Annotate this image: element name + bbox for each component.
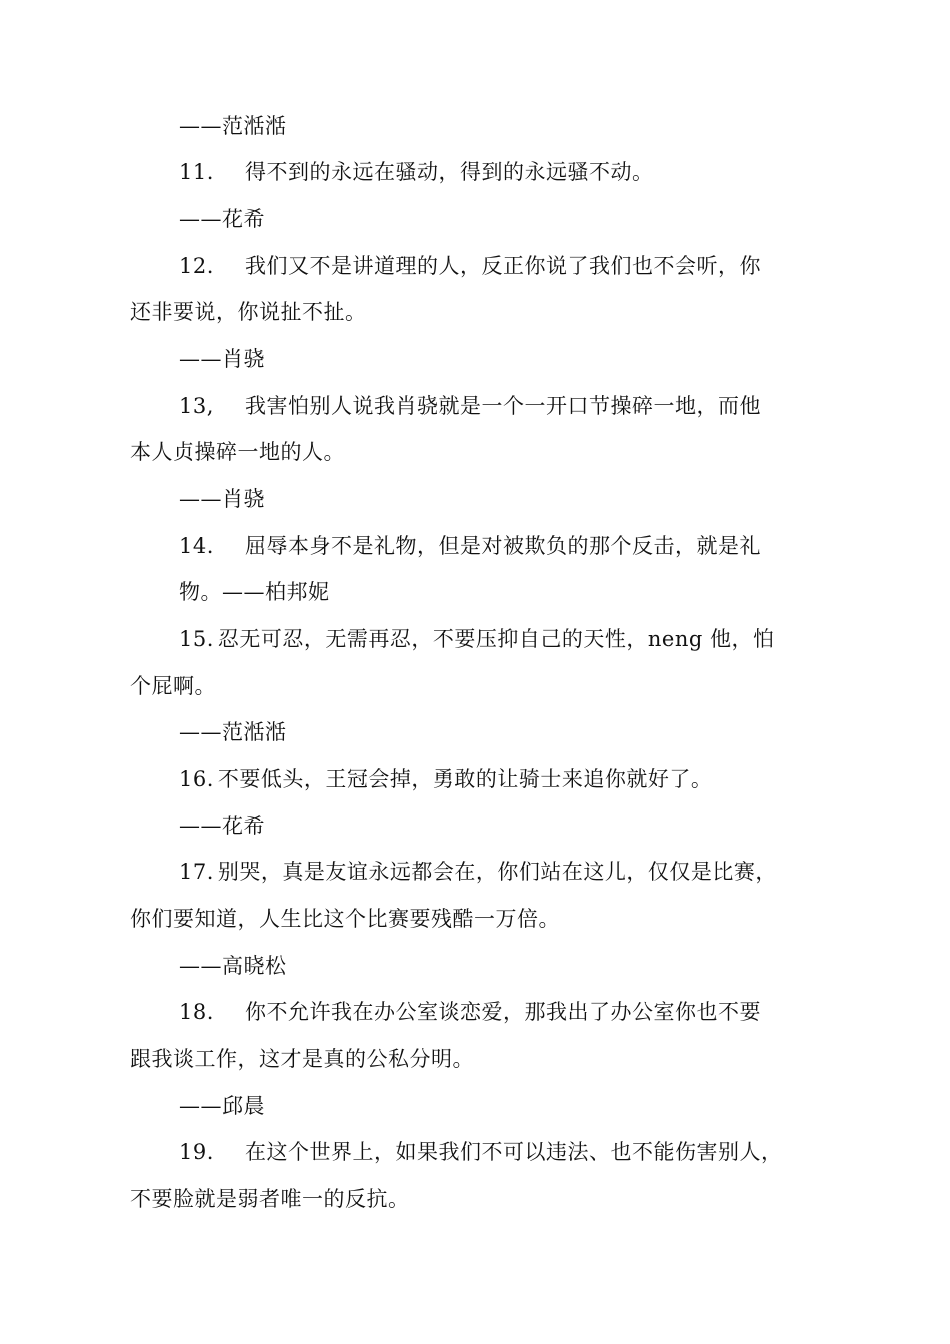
quote-item-14 xyxy=(179,531,761,561)
quote-attribution xyxy=(179,811,265,841)
quote-number: 16. xyxy=(179,767,214,791)
quote-continuation xyxy=(130,1044,474,1074)
quote-continuation xyxy=(130,671,216,701)
quote-attribution xyxy=(179,484,265,514)
quote-attribution xyxy=(179,204,265,234)
quote-item-11 xyxy=(179,157,654,187)
quote-text: 个屁啊。 xyxy=(130,674,216,698)
quote-continuation xyxy=(130,1184,410,1214)
attribution-text: ——范湉湉 xyxy=(179,114,287,138)
quote-continuation xyxy=(130,904,560,934)
attribution-text: ——邱晨 xyxy=(179,1094,265,1118)
quote-text: 我害怕别人说我肖骁就是一个一开口节操碎一地，而他 xyxy=(245,394,761,418)
quote-item-13 xyxy=(179,391,761,421)
quote-text: 不要脸就是弱者唯一的反抗。 xyxy=(130,1187,410,1211)
quote-text: 不要低头，王冠会掉，勇敢的让骑士来追你就好了。 xyxy=(217,767,713,791)
quote-item-15 xyxy=(179,624,775,654)
quote-text: 跟我谈工作，这才是真的公私分明。 xyxy=(130,1047,474,1071)
quote-number: 15. xyxy=(179,627,214,651)
quote-item-12 xyxy=(179,251,761,281)
quote-item-17 xyxy=(179,857,777,887)
attribution-text: ——高晓松 xyxy=(179,954,287,978)
attribution-text: ——肖骁 xyxy=(179,487,265,511)
quote-number: 11. xyxy=(179,160,214,184)
quote-item-19 xyxy=(179,1137,783,1167)
quote-text: 得不到的永远在骚动，得到的永远骚不动。 xyxy=(245,160,654,184)
quote-attribution xyxy=(179,951,287,981)
quote-text: 别哭，真是友谊永远都会在，你们站在这儿，仅仅是比赛， xyxy=(217,860,777,884)
quote-continuation xyxy=(179,577,330,607)
quote-text: 物。——柏邦妮 xyxy=(179,580,330,604)
quote-continuation xyxy=(130,437,345,467)
quote-item-18 xyxy=(179,997,761,1027)
quote-text: 屈辱本身不是礼物，但是对被欺负的那个反击，就是礼 xyxy=(245,534,761,558)
quote-number: 18. xyxy=(179,1000,214,1024)
quote-text: 本人贞操碎一地的人。 xyxy=(130,440,345,464)
quote-attribution xyxy=(179,717,287,747)
attribution-text: ——肖骁 xyxy=(179,347,265,371)
quote-attribution xyxy=(179,1091,265,1121)
quote-number: 12. xyxy=(179,254,214,278)
attribution-text: ——范湉湉 xyxy=(179,720,287,744)
quote-text: 还非要说，你说扯不扯。 xyxy=(130,300,367,324)
quote-attribution xyxy=(179,111,287,141)
attribution-text: ——花希 xyxy=(179,207,265,231)
quote-number: 13, xyxy=(179,394,214,418)
quote-item-16 xyxy=(179,764,712,794)
quote-text: 你们要知道，人生比这个比赛要残酷一万倍。 xyxy=(130,907,560,931)
quote-text: 你不允许我在办公室谈恋爱，那我出了办公室你也不要 xyxy=(245,1000,761,1024)
quote-text: 我们又不是讲道理的人，反正你说了我们也不会听，你 xyxy=(245,254,761,278)
quote-number: 19. xyxy=(179,1140,214,1164)
quote-number: 14. xyxy=(179,534,214,558)
quote-attribution xyxy=(179,344,265,374)
quote-text: 在这个世界上，如果我们不可以违法、也不能伤害别人， xyxy=(245,1140,783,1164)
quote-number: 17. xyxy=(179,860,214,884)
quote-text: 忍无可忍，无需再忍，不要压抑自己的天性，neng 他，怕 xyxy=(217,627,775,651)
attribution-text: ——花希 xyxy=(179,814,265,838)
quote-continuation xyxy=(130,297,367,327)
